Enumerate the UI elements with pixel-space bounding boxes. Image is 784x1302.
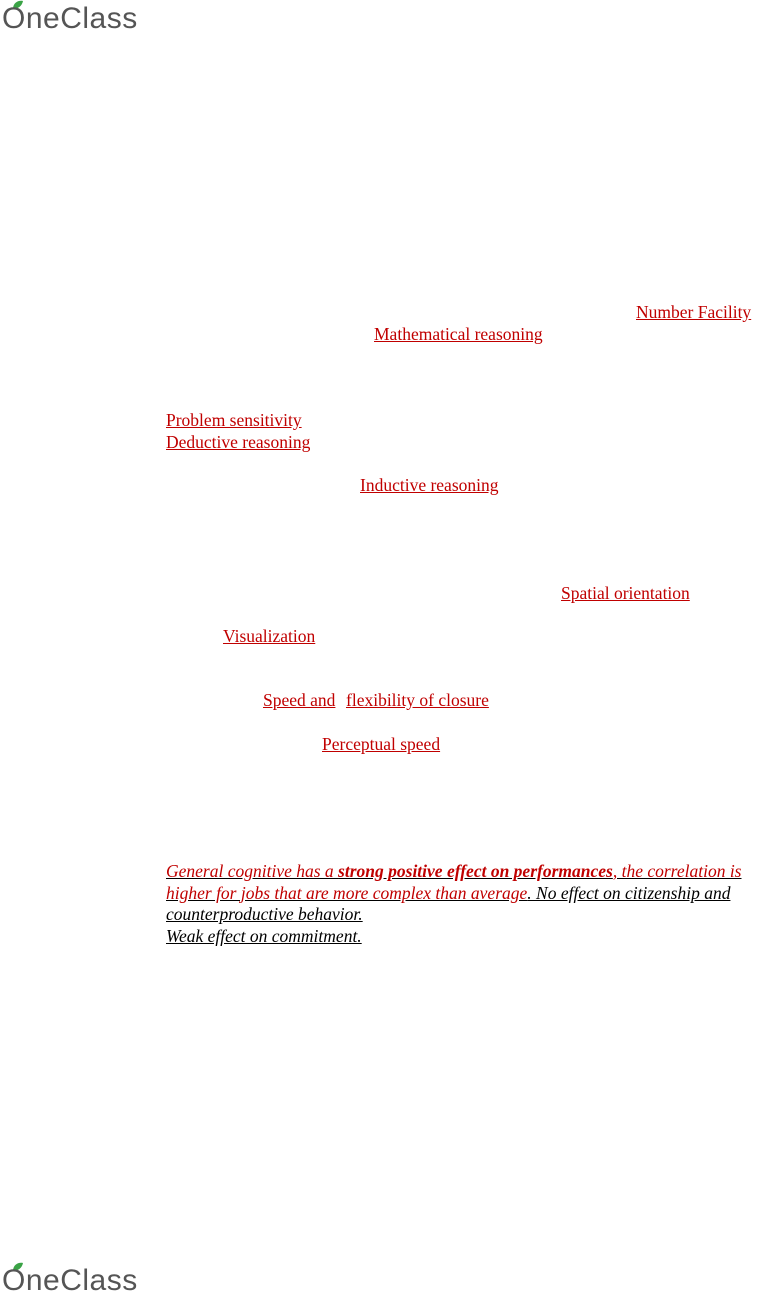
oneclass-logo-top bbox=[0, 0, 160, 40]
logo-text: OneClass bbox=[2, 1264, 138, 1297]
summary-line-2 bbox=[166, 883, 784, 905]
summary-emphasis: strong positive effect on performances bbox=[338, 861, 613, 881]
term-number-facility: Number Facility bbox=[636, 302, 752, 322]
term-spatial-orientation: Spatial orientation bbox=[561, 583, 690, 603]
summary-line-4: Weak effect on commitment. bbox=[166, 925, 362, 946]
summary-correlation: , the correlation is bbox=[612, 861, 742, 881]
term-perceptual-speed: Perceptual speed bbox=[322, 734, 441, 754]
summary-citizenship: . No effect on citizenship and bbox=[527, 882, 731, 903]
summary-complex-jobs: higher for jobs that are more complex than average bbox=[166, 882, 528, 903]
summary-paragraph bbox=[166, 861, 784, 947]
summary-line-3: counterproductive behavior. bbox=[166, 904, 363, 924]
summary-intro: General cognitive has a bbox=[166, 861, 339, 881]
term-mathematical-reasoning: Mathematical reasoning bbox=[374, 324, 543, 344]
term-deductive-reasoning: Deductive reasoning bbox=[166, 432, 311, 452]
logo-text: OneClass bbox=[2, 2, 138, 35]
term-visualization: Visualization bbox=[223, 626, 316, 646]
term-problem-sensitivity: Problem sensitivity bbox=[166, 410, 302, 430]
summary-line-1 bbox=[166, 861, 784, 883]
oneclass-logo-bottom bbox=[0, 1262, 160, 1302]
term-inductive-reasoning: Inductive reasoning bbox=[360, 475, 499, 495]
term-speed-and: Speed and bbox=[263, 690, 336, 710]
term-flexibility-of-closure: flexibility of closure bbox=[346, 690, 489, 710]
